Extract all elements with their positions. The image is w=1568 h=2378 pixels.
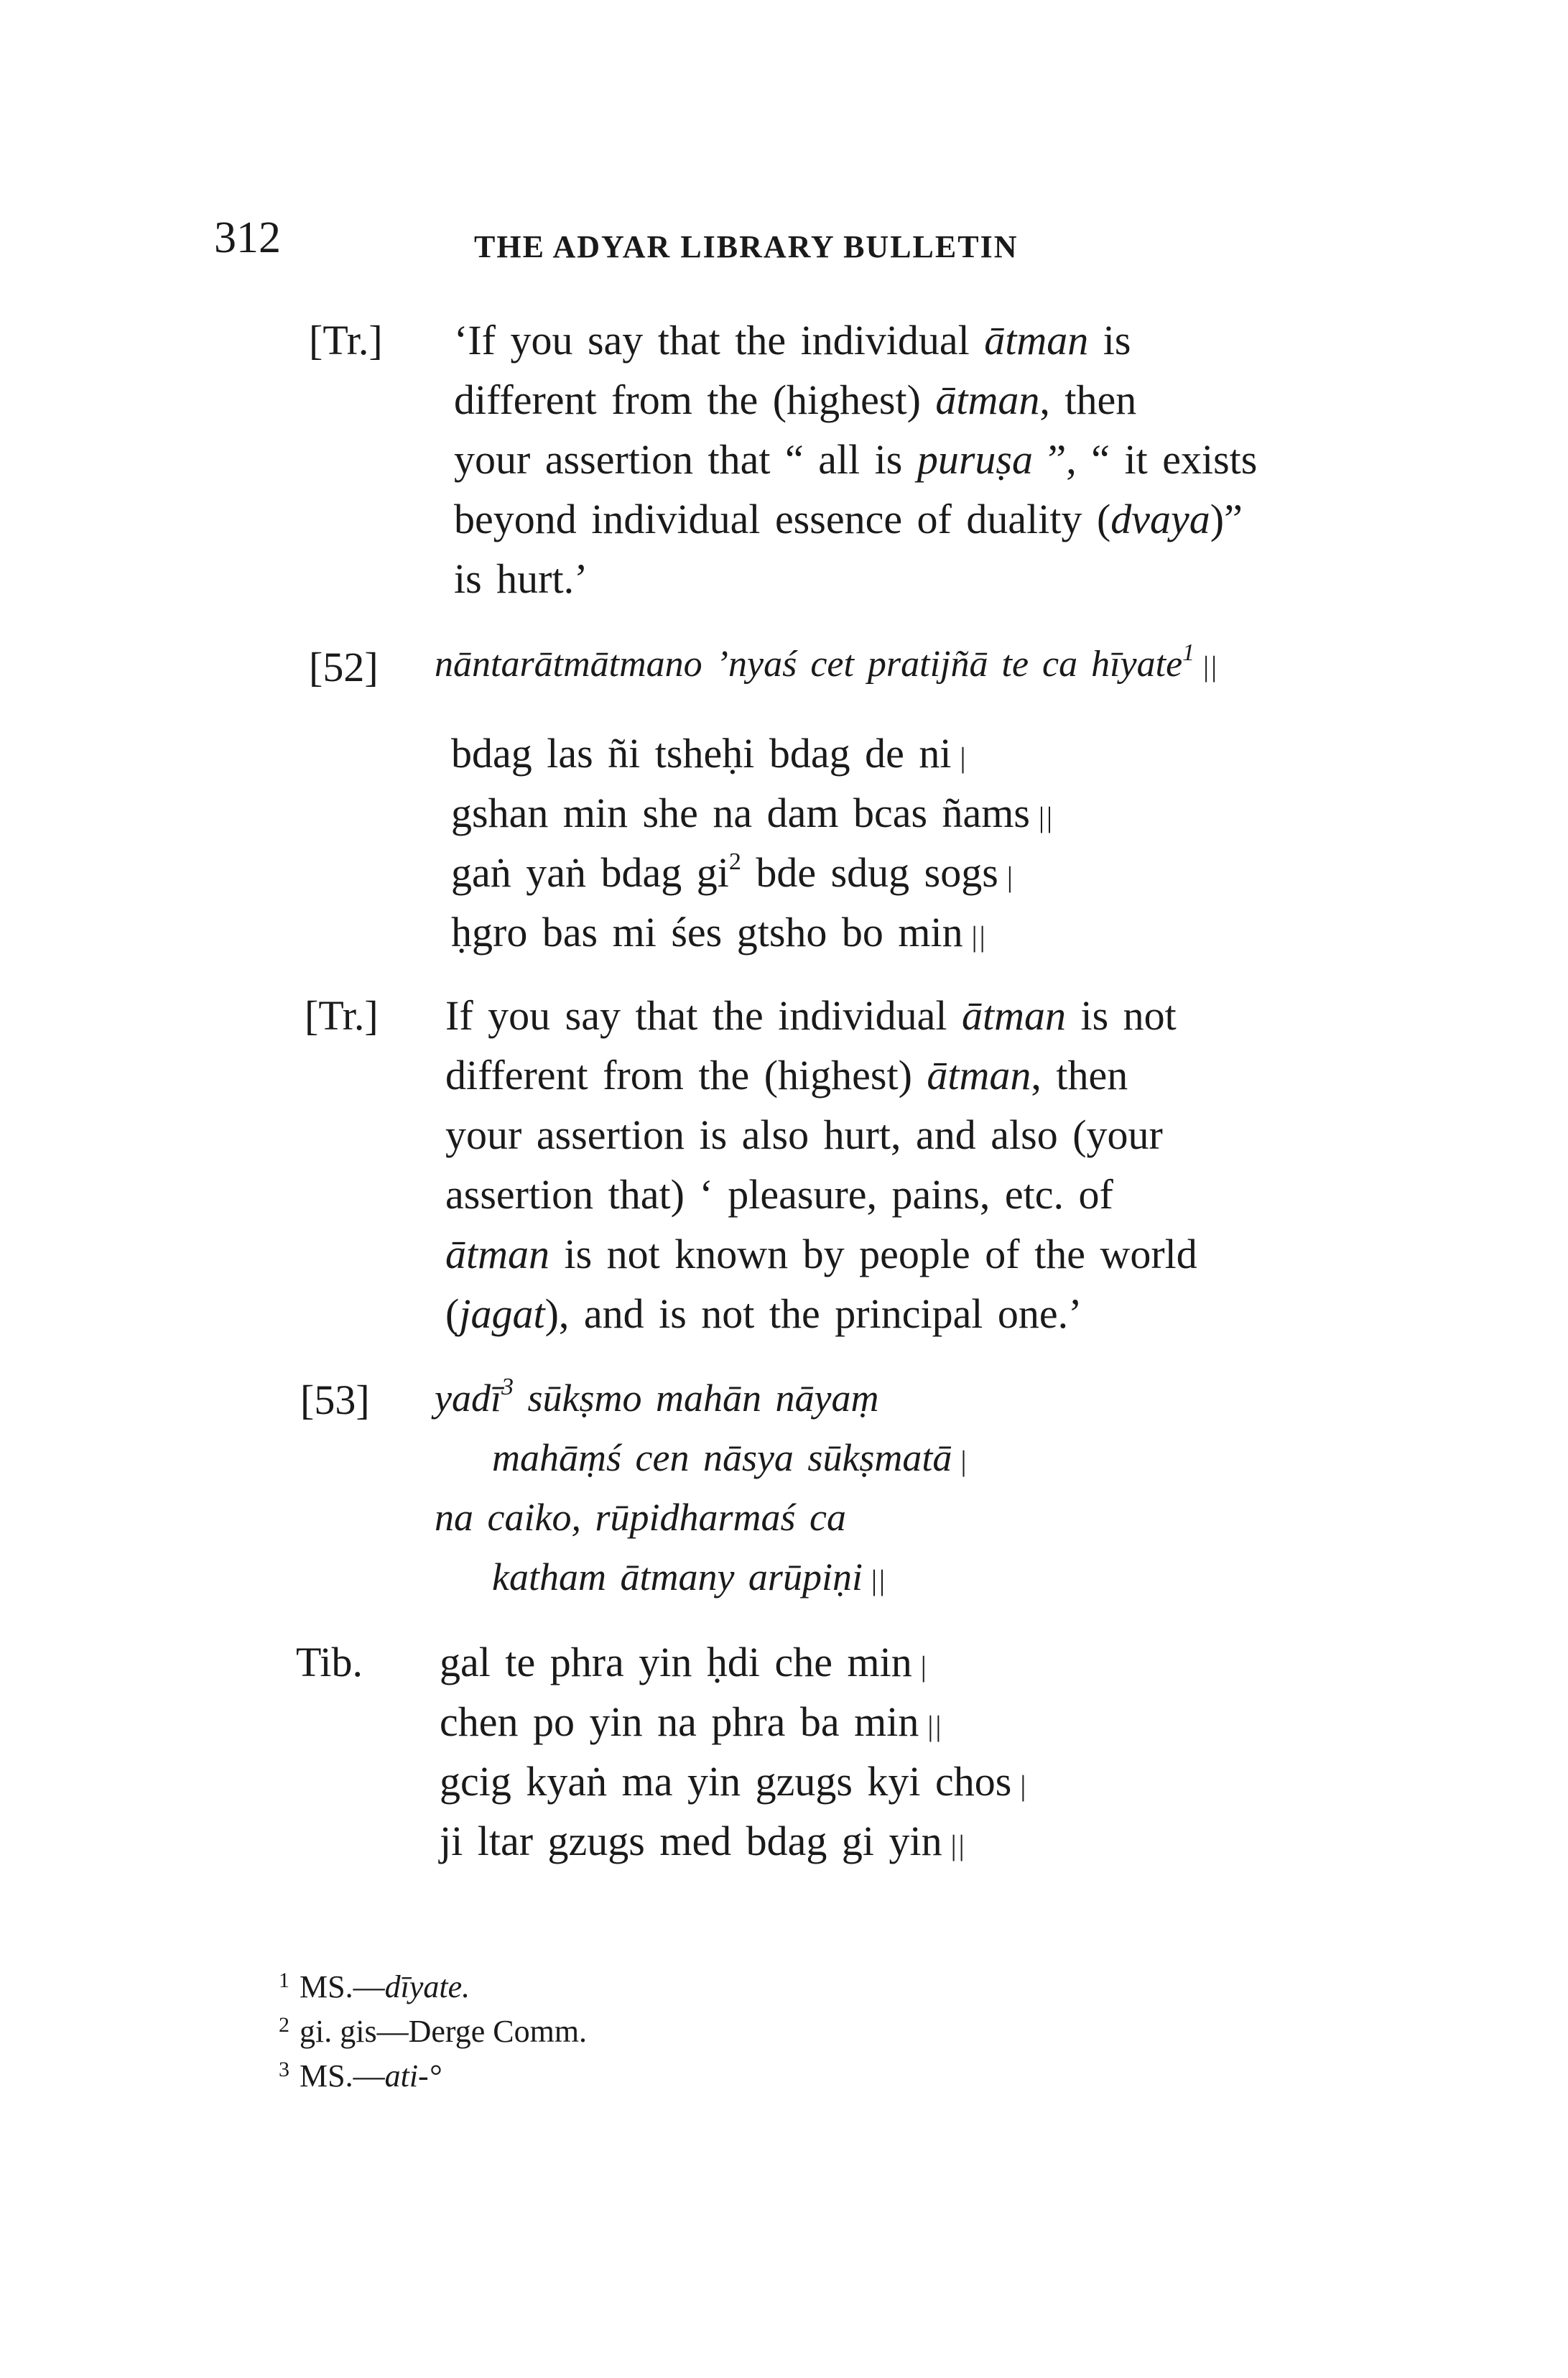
verse52-tibetan-line-1: bdag las ñi tsheḥi bdag de ni | bbox=[451, 730, 968, 777]
verse53-line-4: katham ātmany arūpiṇi || bbox=[492, 1555, 887, 1599]
block1-line-2: different from the (highest) ātman, then bbox=[454, 376, 1137, 423]
verse52-tibetan-line-3: gaṅ yaṅ bdag $gi^2$ bde sdug sogs | bbox=[451, 848, 1015, 896]
verse53-label: [53] bbox=[300, 1377, 370, 1423]
block2-label: [Tr.] bbox=[305, 992, 379, 1039]
verse53-line-1: yadī$^3$ sūkṣmo mahān nāyaṃ bbox=[435, 1374, 879, 1420]
footnote-1: $^1$ MS.—dīyate. bbox=[279, 1968, 470, 2004]
verse52-tibetan-line-4: ḥgro bas mi śes gtsho bo min || bbox=[451, 909, 988, 956]
block2-line-3: your assertion is also hurt, and also (your bbox=[445, 1111, 1163, 1158]
verse53-line-3: na caiko, rūpidharmaś ca bbox=[435, 1496, 846, 1539]
block1-label: [Tr.] bbox=[309, 317, 383, 364]
tib53-line-3: gcig kyaṅ ma yin gzugs kyi chos | bbox=[440, 1758, 1029, 1805]
tib53-line-2: chen po yin na phra ba min || bbox=[440, 1698, 944, 1745]
page-number: 312 bbox=[214, 213, 281, 262]
verse53-line-2: mahāṃś cen nāsya sūkṣmatā | bbox=[492, 1436, 969, 1479]
block2-line-6: (jagat), and is not the principal one.’ bbox=[445, 1290, 1082, 1337]
block1-line-4: beyond individual essence of duality (dvaya)” bbox=[454, 496, 1243, 542]
tib53-label: Tib. bbox=[296, 1639, 363, 1685]
tib53-line-1: gal te phra yin ḥdi che min | bbox=[440, 1639, 929, 1685]
block2-line-4: assertion that) ‘ pleasure, pains, etc. of bbox=[445, 1171, 1113, 1218]
running-title: THE ADYAR LIBRARY BULLETIN bbox=[474, 229, 1019, 264]
block1-line-1: ‘If you say that the individual ātman is bbox=[454, 317, 1131, 364]
block1-line-3: your assertion that “ all is puruṣa ”, “ it exists bbox=[454, 436, 1258, 483]
block2-line-1: If you say that the individual ātman is not bbox=[445, 992, 1177, 1039]
block1-line-5: is hurt.’ bbox=[454, 555, 588, 602]
verse52-label: [52] bbox=[309, 644, 379, 690]
block2-line-2: different from the (highest) ātman, then bbox=[445, 1052, 1128, 1098]
tib53-line-4: ji ltar gzugs med bdag gi yin || bbox=[440, 1818, 967, 1864]
footnote-2: $^2$ gi. gis—Derge Comm. bbox=[279, 2013, 588, 2049]
verse52-tibetan-line-2: gshan min she na dam bcas ñams || bbox=[451, 790, 1054, 836]
block2-line-5: ātman is not known by people of the world bbox=[445, 1231, 1197, 1277]
verse52-sanskrit: nāntarātmātmano ’nyaś cet pratijñā te ca hīyate$^1$ || bbox=[435, 639, 1220, 685]
footnote-3: $^3$ MS.—ati-° bbox=[279, 2058, 442, 2094]
